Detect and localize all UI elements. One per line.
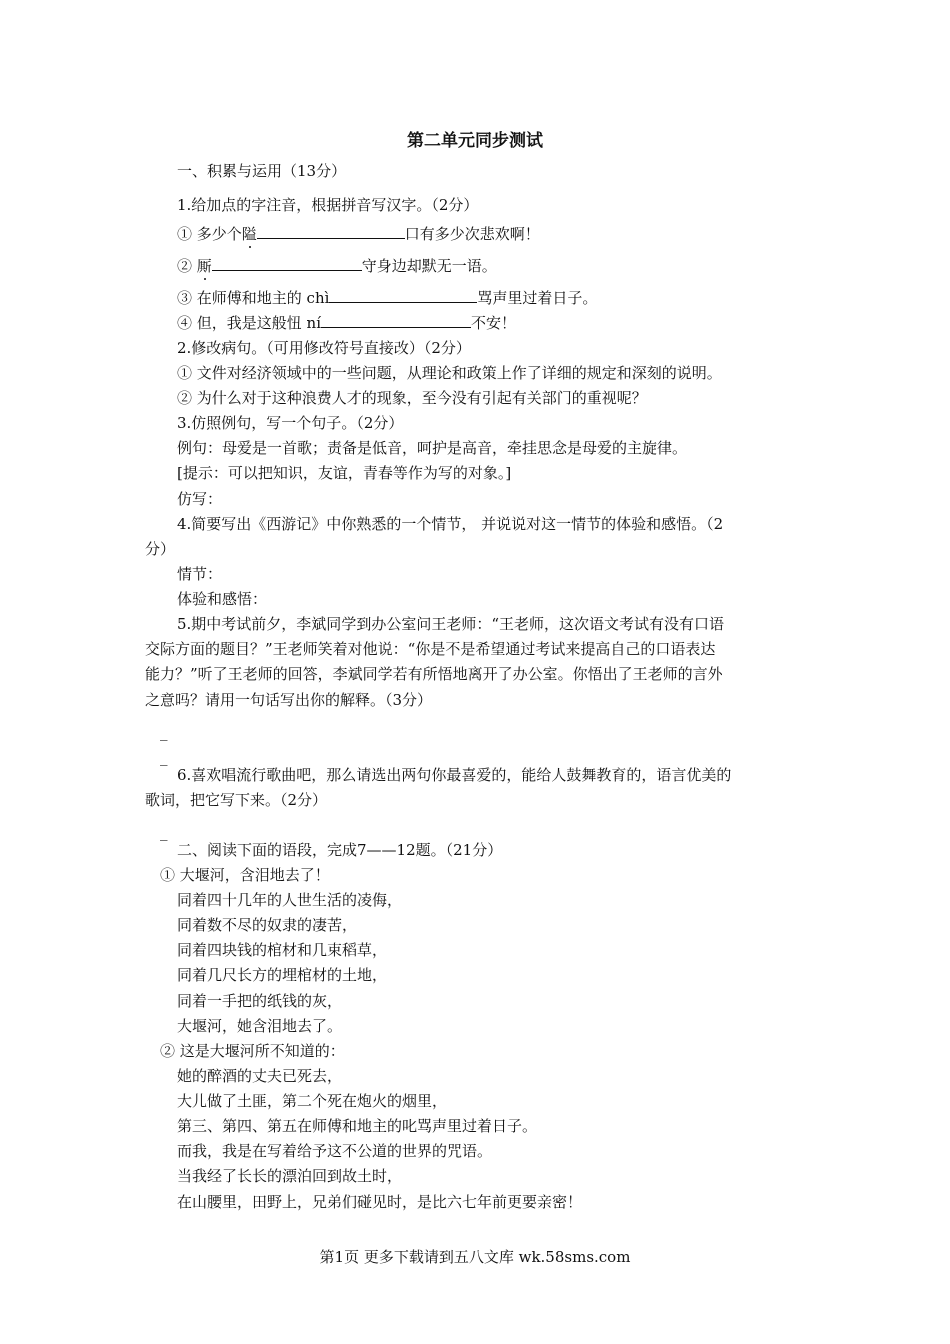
question-6-line-1: 6.喜欢唱流行歌曲吧，那么请选出两句你最喜爱的，能给人鼓舞教育的，语言优美的 [177,766,732,784]
question-3-stem: 3.仿照例句，写一个句子。（2分） [177,414,404,432]
question-1-item-2: ② 厮 守身边却默无一语。 [177,257,497,275]
question-5-line-2: 交际方面的题目？”王老师笑着对他说：“你是不是希望通过考试来提高自己的口语表达 [145,640,716,658]
question-3-hint: [提示：可以把知识，友谊，青春等作为写的对象。] [177,464,512,482]
poem-line: ② 这是大堰河所不知道的： [160,1042,345,1060]
poem-line: ① 大堰河，含泪地去了！ [160,866,330,884]
page-title: 第二单元同步测试 [407,131,543,151]
poem-line: 当我经了长长的漂泊回到故土时， [177,1167,403,1185]
question-3-example: 例句：母爱是一首歌；责备是低音，呵护是高音，牵挂思念是母爱的主旋律。 [177,439,688,457]
section-heading-2: 二、阅读下面的语段，完成7——12题。（21分） [177,841,503,859]
answer-blank[interactable] [257,224,405,239]
poem-line: 同着四块钱的棺材和几束稻草， [177,941,388,959]
poem-line: 同着几尺长方的埋棺材的土地， [177,966,388,984]
question-5-line-1: 5.期中考试前夕，李斌同学到办公室问王老师：“王老师，这次语文考试有没有口语 [177,615,724,633]
question-1-item-4: ④ 但，我是这般忸 ní 不安！ [177,314,517,332]
poem-line: 她的醉酒的丈夫已死去， [177,1067,343,1085]
question-1-item-1: ① 多少个隘 口有多少次悲欢啊！ [177,225,540,243]
question-5-line-4: 之意吗？请用一句话写出你的解释。（3分） [145,691,433,709]
dotted-char: 隘 [241,225,257,243]
poem-line: 同着数不尽的奴隶的凄苦， [177,916,358,934]
page-footer: 第1页 更多下载请到五八文库 wk.58sms.com [319,1248,631,1266]
poem-line: 同着四十几年的人世生活的凌侮， [177,891,403,909]
poem-line: 大儿做了土匪，第二个死在炮火的烟里， [177,1092,448,1110]
dotted-char: 厮 [196,257,212,275]
question-5-line-3: 能力？”听了王老师的回答，李斌同学若有所悟地离开了办公室。你悟出了王老师的言外 [145,665,723,683]
question-6-line-2: 歌词，把它写下来。（2分） [145,791,328,809]
question-4-stem: 4.简要写出《西游记》中你熟悉的一个情节， 并说说对这一情节的体验和感悟。（2 [177,515,724,533]
question-1-item-3: ③ 在师傅和地主的 chì 骂声里过着日子。 [177,289,598,307]
poem-line: 大堰河，她含泪地去了。 [177,1017,343,1035]
answer-blank[interactable] [212,256,362,271]
poem-line: 而我，我是在写着给予这不公道的世界的咒语。 [177,1142,493,1160]
poem-line: 在山腰里，田野上，兄弟们碰见时，是比六七年前更要亲密！ [177,1193,583,1211]
poem-line: 同着一手把的纸钱的灰， [177,992,343,1010]
answer-blank[interactable] [321,313,471,328]
question-2-item-2: ② 为什么对于这种浪费人才的现象，至今没有引起有关部门的重视呢？ [177,389,647,407]
answer-blank[interactable] [329,288,477,303]
question-1-stem: 1.给加点的字注音，根据拼音写汉字。（2分） [177,196,479,214]
answer-dash: _ [160,823,168,841]
question-2-stem: 2.修改病句。（可用修改符号直接改）（2分） [177,339,471,357]
question-2-item-1: ① 文件对经济领域中的一些问题，从理论和政策上作了详细的规定和深刻的说明。 [177,364,722,382]
question-4-feel-label: 体验和感悟： [177,590,268,608]
question-3-answer-label: 仿写： [177,490,223,508]
answer-dash: _ [160,723,168,741]
poem-line: 第三、第四、第五在师傅和地主的叱骂声里过着日子。 [177,1117,538,1135]
section-heading-1: 一、积累与运用（13分） [177,162,347,180]
answer-dash: _ [160,748,168,766]
question-4-stem-cont: 分） [145,540,176,558]
question-4-plot-label: 情节： [177,565,223,583]
